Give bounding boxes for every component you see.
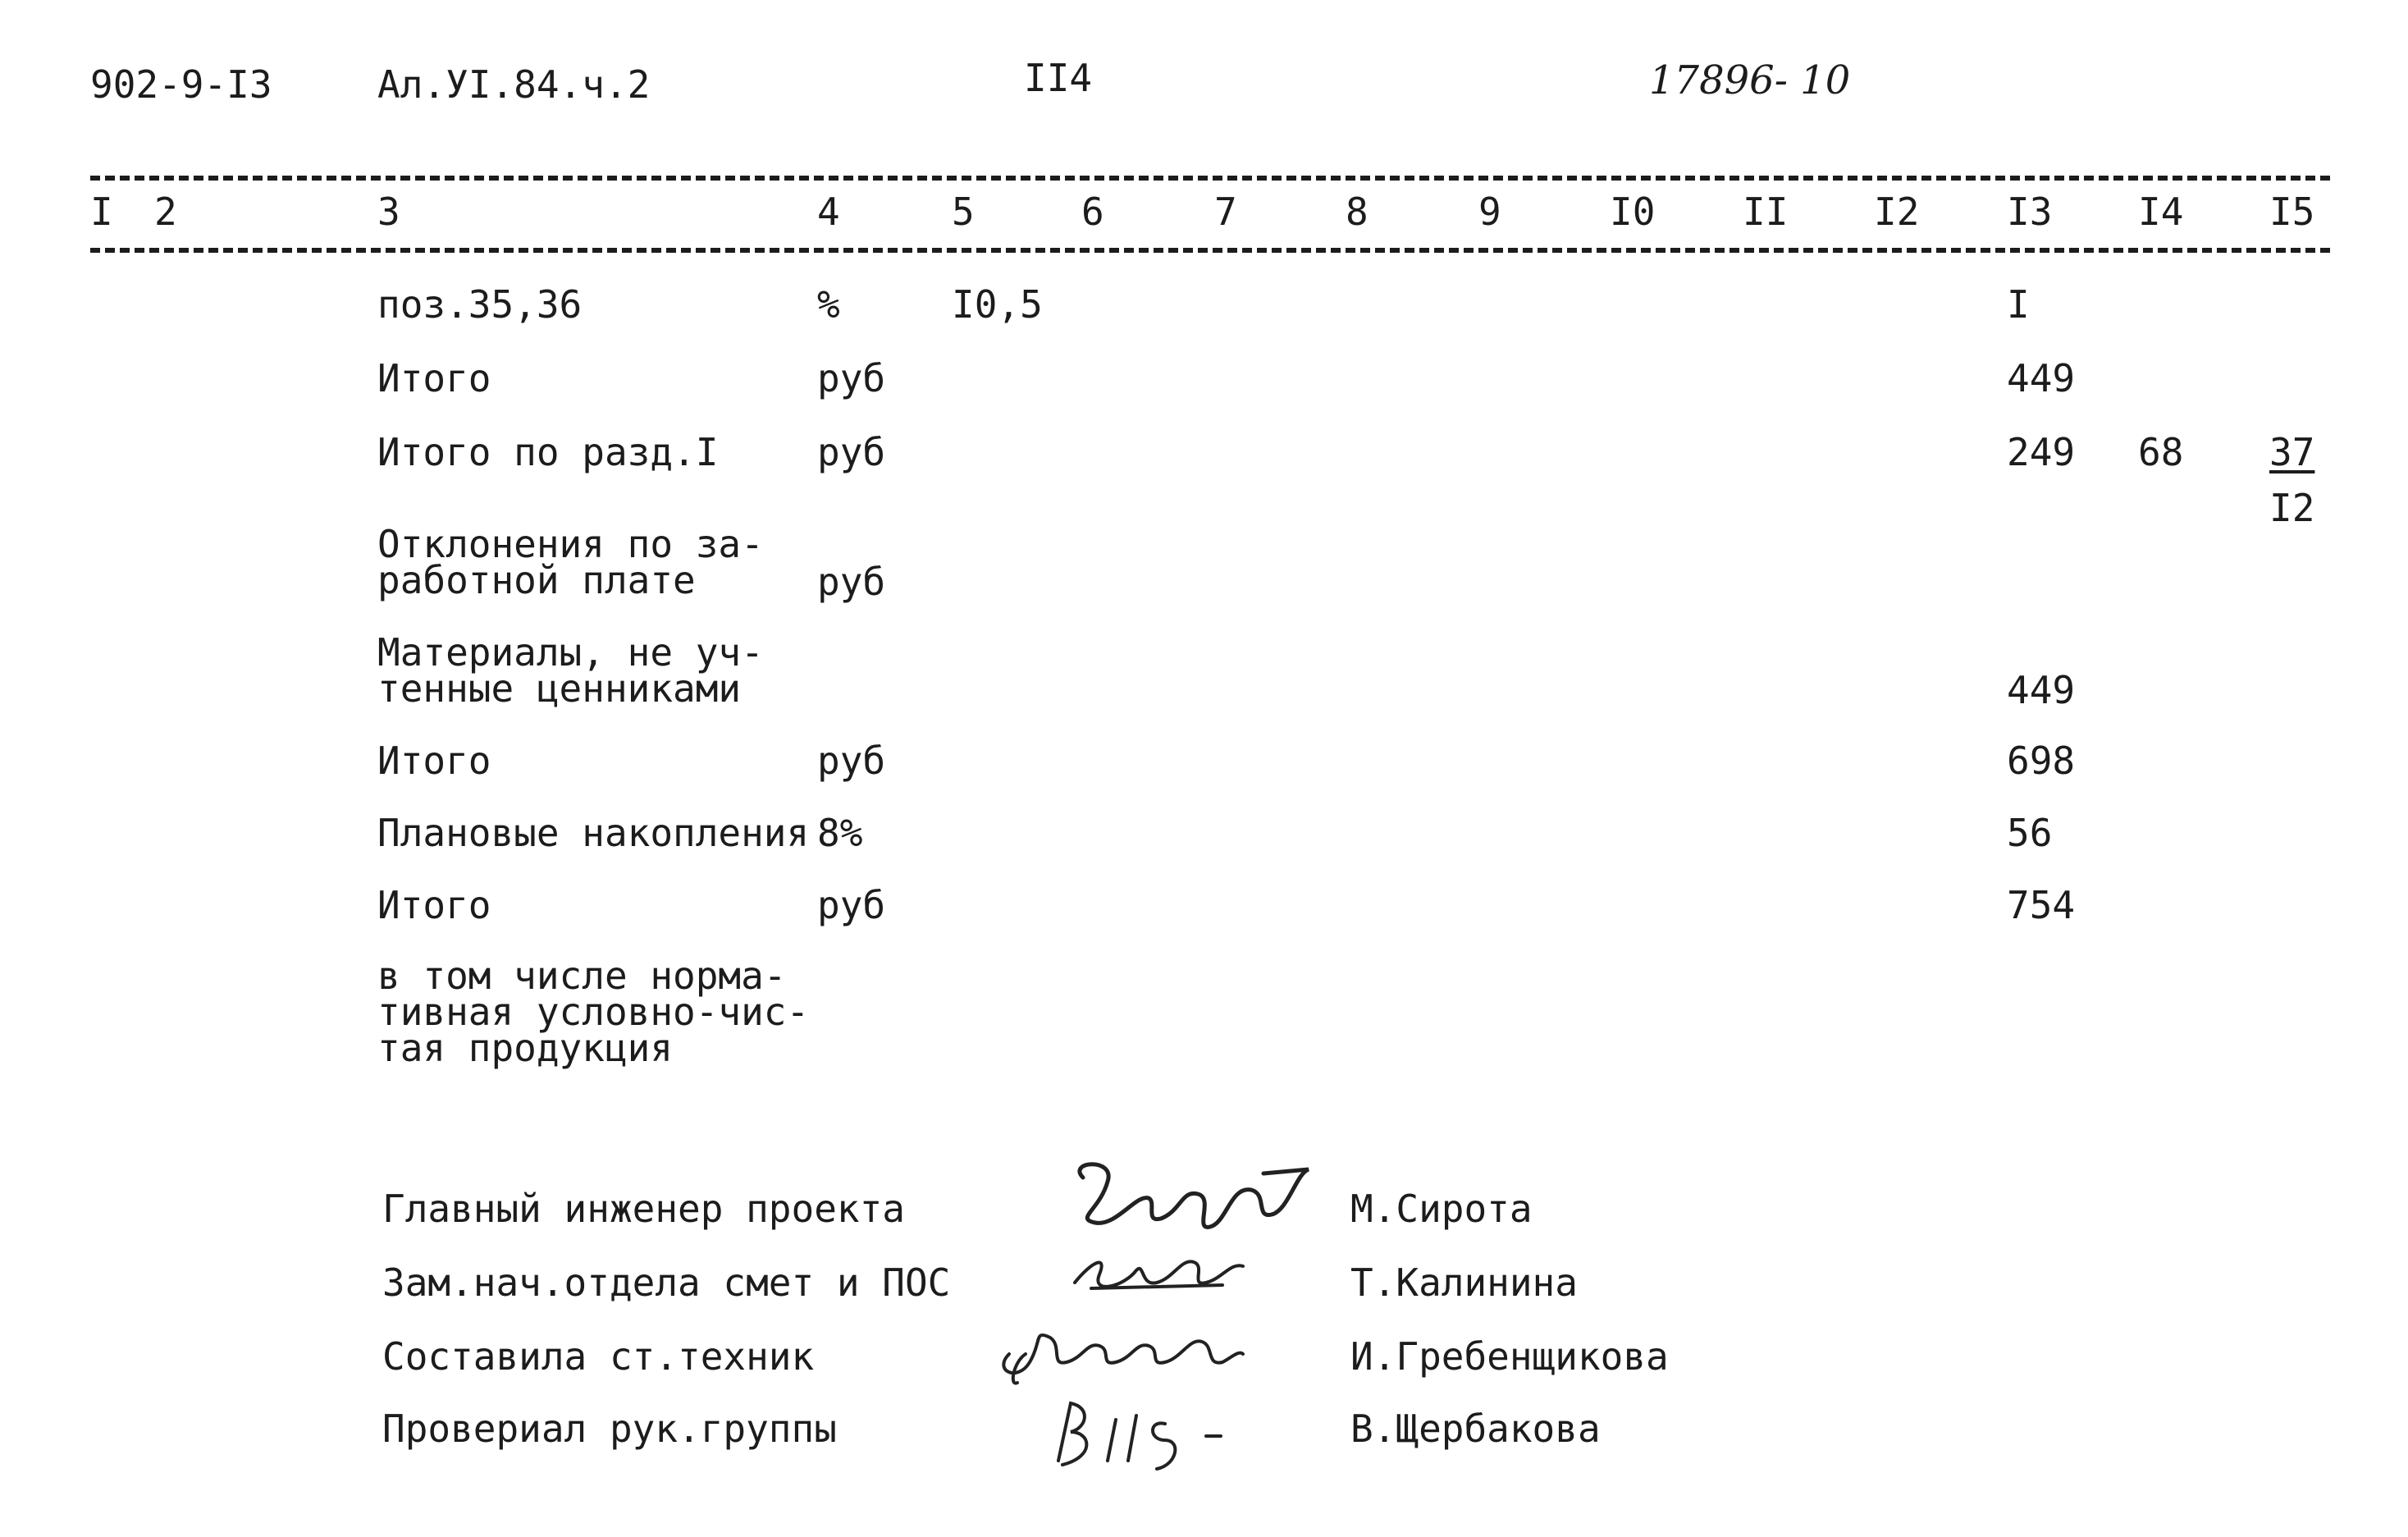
row-col13: 754 (2007, 883, 2076, 927)
row-name-line-1: Отклонения по за- (377, 522, 764, 566)
column-header-5: 5 (952, 190, 975, 234)
row-col13: 698 (2007, 739, 2076, 783)
row-unit: % (817, 282, 840, 327)
signatory-name: Т.Калинина (1350, 1260, 1578, 1305)
row-name-line-2: тенные ценниками (377, 666, 742, 711)
column-header-12: I2 (1874, 190, 1920, 234)
handwritten-signature (1042, 1387, 1231, 1477)
row-unit: руб (817, 883, 886, 927)
page-number: II4 (1024, 56, 1093, 100)
handwritten-signature (985, 1305, 1255, 1395)
column-header-9: 9 (1478, 190, 1501, 234)
row-unit: руб (817, 739, 886, 783)
row-col14: 68 (2138, 430, 2184, 474)
row-unit: 8% (817, 811, 863, 855)
column-header-8: 8 (1346, 190, 1368, 234)
row-name-line-2: работной плате (377, 558, 696, 602)
row-name: Итого (377, 883, 491, 927)
album-reference: Ал.УI.84.ч.2 (377, 62, 651, 107)
row-name-line-1: Материалы, не уч- (377, 630, 764, 675)
signatory-role: Главный инженер проекта (382, 1187, 905, 1231)
row-col13: 249 (2007, 430, 2076, 474)
row-unit: руб (817, 560, 886, 604)
row-name: Итого по разд.I (377, 430, 719, 474)
handwritten-signature (1058, 1153, 1321, 1243)
header-top-rule (90, 176, 2330, 181)
row-name-line-1: в том числе норма- (377, 954, 787, 998)
signatory-role: Провериал рук.группы (382, 1407, 837, 1451)
signatory-role: Зам.нач.отдела смет и ПОС (382, 1260, 951, 1305)
row-name-line-3: тая продукция (377, 1026, 674, 1070)
column-header-13: I3 (2007, 190, 2053, 234)
row-name: Итого (377, 356, 491, 400)
row-unit: руб (817, 430, 886, 474)
column-header-15: I5 (2269, 190, 2315, 234)
header-bottom-rule (90, 248, 2330, 253)
row-name: поз.35,36 (377, 282, 583, 327)
signatory-name: И.Гребенщикова (1350, 1334, 1669, 1379)
row-col13: 449 (2007, 356, 2076, 400)
document-number: 17896- 10 (1649, 57, 1851, 103)
signatory-name: М.Сирота (1350, 1187, 1533, 1231)
row-col5: I0,5 (952, 282, 1043, 327)
row-name: Итого (377, 739, 491, 783)
column-header-6: 6 (1081, 190, 1104, 234)
signatory-role: Составила ст.техник (382, 1334, 815, 1379)
row-name-line-2: тивная условно-чис- (377, 990, 810, 1034)
row-col15-denominator: I2 (2269, 486, 2315, 530)
column-header-11: II (1743, 190, 1789, 234)
row-col13: 449 (2007, 668, 2076, 712)
row-col15-numerator: 37 (2269, 430, 2315, 474)
row-col13: 56 (2007, 811, 2053, 855)
column-header-7: 7 (1214, 190, 1237, 234)
column-header-14: I4 (2138, 190, 2184, 234)
column-header-10: I0 (1610, 190, 1656, 234)
row-name: Плановые накопления (377, 811, 810, 855)
handwritten-signature (1058, 1237, 1272, 1303)
column-header-2: 2 (154, 190, 177, 234)
column-header-3: 3 (377, 190, 400, 234)
project-code: 902-9-I3 (90, 62, 272, 107)
signatory-name: В.Щербакова (1350, 1407, 1601, 1451)
column-header-1: I (90, 190, 113, 234)
row-unit: руб (817, 356, 886, 400)
column-header-4: 4 (817, 190, 840, 234)
row-col13: I (2007, 282, 2030, 327)
